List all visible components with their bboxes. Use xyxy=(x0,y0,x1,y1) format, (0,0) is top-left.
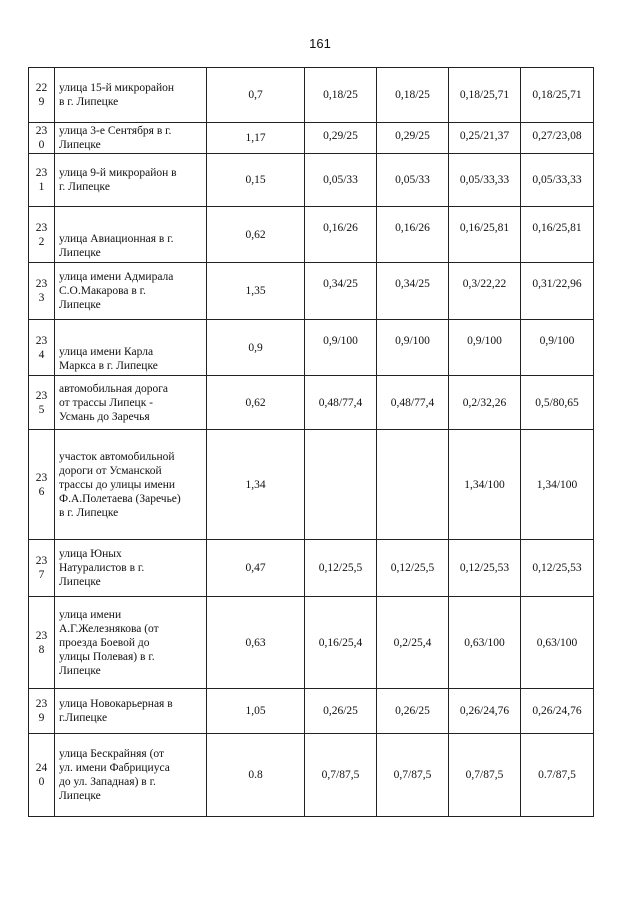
row-number-cell: 23 4 xyxy=(29,320,55,376)
row-number-cell: 23 5 xyxy=(29,376,55,430)
value-cell-1: 0,9/100 xyxy=(305,320,377,376)
value-cell-4: 0,26/24,76 xyxy=(521,689,594,734)
length-cell: 0,47 xyxy=(207,540,305,597)
value-cell-4: 0,63/100 xyxy=(521,597,594,689)
length-cell: 0,62 xyxy=(207,207,305,263)
value-cell-3: 0,12/25,53 xyxy=(449,540,521,597)
length-cell: 1,35 xyxy=(207,263,305,320)
value-cell-2: 0,18/25 xyxy=(377,68,449,123)
value-cell-1: 0,26/25 xyxy=(305,689,377,734)
value-cell-4: 0.7/87,5 xyxy=(521,734,594,817)
length-cell: 0,9 xyxy=(207,320,305,376)
road-name-cell: улица 3-е Сентября в г. Липецке xyxy=(55,123,207,154)
table-row xyxy=(29,123,594,154)
row-number-cell: 22 9 xyxy=(29,68,55,123)
road-name-cell: улица Авиационная в г. Липецке xyxy=(55,207,207,263)
value-cell-4: 0,31/22,96 xyxy=(521,263,594,320)
value-cell-2: 0,48/77,4 xyxy=(377,376,449,430)
value-cell-2: 0,12/25,5 xyxy=(377,540,449,597)
table-row xyxy=(29,263,594,320)
value-cell-2: 0,9/100 xyxy=(377,320,449,376)
row-number-cell: 23 8 xyxy=(29,597,55,689)
road-name-cell: участок автомобильной дороги от Усманской трассы до улицы имени Ф.А.Полетаева (Заречье) в г. Липецке xyxy=(55,430,207,540)
length-cell: 0,63 xyxy=(207,597,305,689)
value-cell-4: 0,16/25,81 xyxy=(521,207,594,263)
value-cell-1: 0,16/26 xyxy=(305,207,377,263)
value-cell-2: 0,05/33 xyxy=(377,154,449,207)
length-cell: 1,05 xyxy=(207,689,305,734)
road-name-cell: улица Юных Натуралистов в г. Липецке xyxy=(55,540,207,597)
row-number-cell: 23 2 xyxy=(29,207,55,263)
value-cell-4: 0,18/25,71 xyxy=(521,68,594,123)
table-row xyxy=(29,68,594,123)
value-cell-4: 0,12/25,53 xyxy=(521,540,594,597)
table-row xyxy=(29,320,594,376)
road-name-cell: автомобильная дорога от трассы Липецк - Усмань до Заречья xyxy=(55,376,207,430)
road-name-cell: улица Бескрайняя (от ул. имени Фабрициуса до ул. Западная) в г. Липецке xyxy=(55,734,207,817)
value-cell-1: 0,16/25,4 xyxy=(305,597,377,689)
value-cell-3: 0,2/32,26 xyxy=(449,376,521,430)
value-cell-3: 0,26/24,76 xyxy=(449,689,521,734)
value-cell-2: 0,2/25,4 xyxy=(377,597,449,689)
value-cell-1: 0,48/77,4 xyxy=(305,376,377,430)
road-name-cell: улица имени А.Г.Железнякова (от проезда Боевой до улицы Полевая) в г. Липецке xyxy=(55,597,207,689)
row-number-cell: 23 6 xyxy=(29,430,55,540)
value-cell-3: 0,18/25,71 xyxy=(449,68,521,123)
value-cell-3: 0,9/100 xyxy=(449,320,521,376)
value-cell-4: 0,9/100 xyxy=(521,320,594,376)
value-cell-3: 1,34/100 xyxy=(449,430,521,540)
row-number-cell: 23 3 xyxy=(29,263,55,320)
length-cell: 1,34 xyxy=(207,430,305,540)
value-cell-4: 1,34/100 xyxy=(521,430,594,540)
road-name-cell: улица имени Адмирала С.О.Макарова в г. Липецке xyxy=(55,263,207,320)
row-number-cell: 23 1 xyxy=(29,154,55,207)
value-cell-2: 0,26/25 xyxy=(377,689,449,734)
roads-table xyxy=(28,67,594,817)
value-cell-2: 0,34/25 xyxy=(377,263,449,320)
table-row xyxy=(29,376,594,430)
row-number-cell: 23 7 xyxy=(29,540,55,597)
table-row xyxy=(29,734,594,817)
page-number: 161 xyxy=(309,36,331,51)
value-cell-3: 0,25/21,37 xyxy=(449,123,521,154)
table-row xyxy=(29,597,594,689)
value-cell-1: 0,29/25 xyxy=(305,123,377,154)
length-cell: 0,15 xyxy=(207,154,305,207)
table-row xyxy=(29,154,594,207)
value-cell-1: 0,7/87,5 xyxy=(305,734,377,817)
value-cell-2 xyxy=(377,430,449,540)
length-cell: 1,17 xyxy=(207,123,305,154)
length-cell: 0.8 xyxy=(207,734,305,817)
length-cell: 0,7 xyxy=(207,68,305,123)
value-cell-4: 0,05/33,33 xyxy=(521,154,594,207)
value-cell-1: 0,12/25,5 xyxy=(305,540,377,597)
value-cell-1 xyxy=(305,430,377,540)
value-cell-4: 0,5/80,65 xyxy=(521,376,594,430)
value-cell-1: 0,05/33 xyxy=(305,154,377,207)
road-name-cell: улица 9-й микрорайон в г. Липецке xyxy=(55,154,207,207)
row-number-cell: 24 0 xyxy=(29,734,55,817)
table-row xyxy=(29,430,594,540)
length-cell: 0,62 xyxy=(207,376,305,430)
row-number-cell: 23 0 xyxy=(29,123,55,154)
table-row xyxy=(29,689,594,734)
value-cell-1: 0,34/25 xyxy=(305,263,377,320)
value-cell-3: 0,05/33,33 xyxy=(449,154,521,207)
road-name-cell: улица имени Карла Маркса в г. Липецке xyxy=(55,320,207,376)
value-cell-2: 0,29/25 xyxy=(377,123,449,154)
value-cell-3: 0,3/22,22 xyxy=(449,263,521,320)
row-number-cell: 23 9 xyxy=(29,689,55,734)
value-cell-4: 0,27/23,08 xyxy=(521,123,594,154)
table-row xyxy=(29,207,594,263)
value-cell-3: 0,63/100 xyxy=(449,597,521,689)
value-cell-3: 0,16/25,81 xyxy=(449,207,521,263)
value-cell-2: 0,7/87,5 xyxy=(377,734,449,817)
road-name-cell: улица Новокарьерная в г.Липецке xyxy=(55,689,207,734)
value-cell-1: 0,18/25 xyxy=(305,68,377,123)
value-cell-2: 0,16/26 xyxy=(377,207,449,263)
table-row xyxy=(29,540,594,597)
value-cell-3: 0,7/87,5 xyxy=(449,734,521,817)
road-name-cell: улица 15-й микрорайон в г. Липецке xyxy=(55,68,207,123)
